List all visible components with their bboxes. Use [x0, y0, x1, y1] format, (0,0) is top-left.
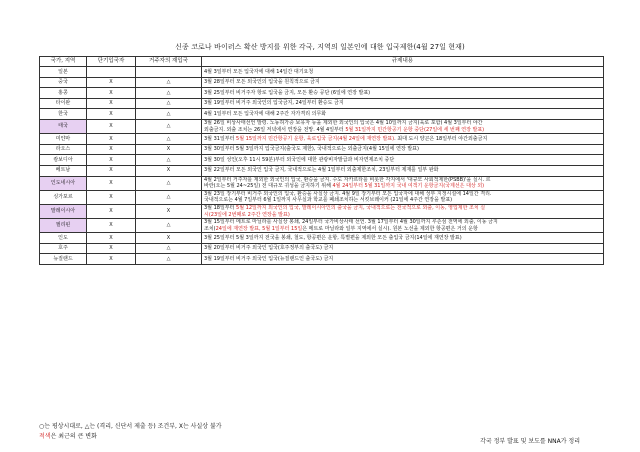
regulation-line	[204, 197, 601, 204]
regulation-line	[204, 167, 601, 174]
regulation-cell	[202, 98, 604, 109]
regulation-cell	[202, 165, 604, 176]
resident-cell: △	[136, 98, 202, 109]
red-word: 적색	[39, 433, 51, 440]
country-cell: 중국	[40, 77, 87, 88]
resident-cell	[136, 67, 202, 78]
regulation-line	[204, 136, 601, 143]
regulation-text: 3월 15일부터 메트로 마닐라를 사실상 봉쇄, 24일부터 국가비상사태 선언. 3월 17일부터 4월 30일까지 루손섬 전역에 외출, 이동 금지	[204, 219, 498, 226]
regulation-text: 3월 30일부터 5월 3일까지 입국금지(출국도 제한), 국내적으로는 외출금지(4월 15일에 연장 발표)	[204, 146, 419, 153]
country-cell: 호주	[40, 243, 87, 254]
regulation-text: 3월 31일부터	[204, 135, 237, 142]
country-cell: 인도네시아	[40, 176, 87, 190]
regulation-line	[204, 205, 601, 212]
table-row	[40, 243, 604, 254]
regulation-line	[204, 245, 601, 252]
regulation-text: 3월 22일부터 모든 외국인 입국 금지, 국내적으로는 4월 1일부터 외출제한조치, 23일부터 제재를 일부 완화	[204, 167, 439, 174]
regulation-cell	[202, 67, 604, 78]
short-term-cell: X	[87, 219, 136, 233]
regulation-text: 3월 25일부터 5월 3일까지 전국을 봉쇄, 철도, 항공편은 운항, 특별편을 제외한 모든 출입국 금지(14일에 재연장 발표)	[204, 234, 462, 241]
resident-cell: △	[136, 134, 202, 145]
table-row	[40, 254, 604, 265]
table-row	[40, 204, 604, 218]
country-cell: 태국	[40, 119, 87, 133]
regulation-line	[204, 127, 601, 134]
regulation-text: 3월 30일 성인(오후 11시 59분)부터 외국인에 대한 관광비자발급과 비자면제조치 중단	[204, 156, 395, 163]
country-cell: 라오스	[40, 144, 87, 155]
regulation-cell	[202, 243, 604, 254]
short-term-cell: X	[87, 77, 136, 88]
regulation-line	[204, 69, 601, 76]
regulation-text: 외출금지. 외출 조치는 26일 저녁에서 연장을 전망. 4월 4일부터	[204, 126, 346, 133]
regulation-text: 조치(24일에 재연장 발표, 5월 1일부터 15일은 메트로 마닐라와 일부 지역에서 실시). 원본 노선을 제외한 항공편은 거의 운항	[204, 225, 478, 232]
regulation-cell	[202, 219, 604, 233]
regulation-line	[204, 79, 601, 86]
country-cell: 홍콩	[40, 88, 87, 99]
resident-cell: △	[136, 88, 202, 99]
short-term-cell: X	[87, 144, 136, 155]
regulation-text: 국내적으로는 4월 7일부터 6월 1일까지 사무실과 학교를 폐쇄조치하는 서킷브레이커 (21일에 4주간 연장을 발표)	[204, 197, 453, 204]
table-row	[40, 176, 604, 190]
regulation-cell	[202, 134, 604, 145]
resident-cell: △	[136, 119, 202, 133]
regulation-text: 바란(오는 5월 24~25일) 전 대규모 귀성을 금지하기 위해	[204, 183, 333, 190]
country-cell: 뉴질랜드	[40, 254, 87, 265]
regulation-text-highlight: 24일에 재연장 발표, 5월 1일부터 15일	[215, 225, 303, 232]
resident-cell: △	[136, 109, 202, 120]
table-row	[40, 119, 604, 133]
table-row	[40, 219, 604, 233]
country-cell: 베트남	[40, 165, 87, 176]
regulation-text: 3월 25일부터 비거주자 항로 입국을 금지, 모든 환승 공단 (6일에 연장 발표)	[204, 89, 371, 96]
table-row	[40, 88, 604, 99]
regulation-cell	[202, 233, 604, 244]
header-short-term: 단기입국자	[87, 57, 136, 67]
short-term-cell: X	[87, 233, 136, 244]
regulation-text-highlight: 5월 15일까지 민간항공기 운항, 육로입국 금지(4월 24일에 재연장 발표)	[236, 135, 395, 142]
regulation-cell	[202, 109, 604, 120]
regulation-text-highlight: 5월 12일까지 외국인의 입국, 말레이시아인의 출국을 금지, 국내적으로는 전국적으로 외출, 이동, 영업제한 조치 실	[236, 204, 486, 211]
regulation-line	[204, 157, 601, 164]
regulation-text: 3월 20일부터 비거주 외국인 입국(호주정부의 출국도) 금지	[204, 245, 334, 252]
regulation-text: 3월 19일부터 비거주 외국인의 입국금지, 24일부터 환승도 금지	[204, 100, 344, 107]
short-term-cell: X	[87, 165, 136, 176]
table-row	[40, 109, 604, 120]
regulation-text: 3월 26일 비상사태선언 발령. 노동허가증 보유자 등을 제외한 외국인의 입국은 4월 10일까지 금지(육로 포함) 4월 3일부터 야간	[204, 119, 483, 126]
red-note-rest: 은 최근의 큰 변화	[50, 433, 97, 440]
regulation-text-rest: . 최대 도시 양곤은 18일부터 야간외출금지	[394, 135, 488, 142]
resident-cell: △	[136, 77, 202, 88]
regulation-text: 4월 3일부터 모든 입국자에 대해 14일간 대기요청	[204, 68, 314, 75]
restriction-table	[39, 56, 604, 265]
short-term-cell: X	[87, 190, 136, 204]
header-resident-reentry: 거주자의 재입국	[136, 57, 202, 67]
table-row	[40, 144, 604, 155]
regulation-cell	[202, 155, 604, 166]
legend-note: ○는 평상시대로, △는 (격리, 신단서 제출 등) 조건부, X는 사실상 불가	[39, 423, 222, 430]
regulation-text: 4월 2일부터 거주자를 제외한 외국인의 입국, 환승을 금지. 수도 자카르타를 비롯한 각지에서 '대규모 사회적제한(PSBB)'을 실시. 르	[204, 176, 491, 183]
resident-cell: △	[136, 155, 202, 166]
short-term-cell: X	[87, 88, 136, 99]
regulation-line	[204, 90, 601, 97]
red-text-note	[39, 431, 97, 440]
resident-cell: △	[136, 190, 202, 204]
short-term-cell: X	[87, 109, 136, 120]
short-term-cell: X	[87, 243, 136, 254]
regulation-line	[204, 146, 601, 153]
resident-cell: X	[136, 165, 202, 176]
short-term-cell: X	[87, 134, 136, 145]
country-cell: 인도	[40, 233, 87, 244]
regulation-line	[204, 235, 601, 242]
short-term-cell: X	[87, 204, 136, 218]
resident-cell: X	[136, 144, 202, 155]
regulation-cell	[202, 144, 604, 155]
regulation-text: 시(23일에 2번째로 2주간 연장을 발표)	[204, 211, 290, 218]
regulation-line	[204, 212, 601, 219]
country-cell: 말레이시아	[40, 204, 87, 218]
table-header-row	[40, 57, 604, 67]
header-regulation: 규제내용	[202, 57, 604, 67]
table-row	[40, 155, 604, 166]
country-cell: 일본	[40, 67, 87, 78]
regulation-cell	[202, 204, 604, 218]
resident-cell: △	[136, 243, 202, 254]
page-title: 신종 코로나 바이러스 확산 방지를 위한 각국, 지역의 일본인에 대한 입국제한(4월 27일 현재)	[175, 43, 465, 51]
resident-cell: △	[136, 176, 202, 190]
resident-cell: X	[136, 204, 202, 218]
table-row	[40, 190, 604, 204]
country-cell: 한국	[40, 109, 87, 120]
regulation-cell	[202, 176, 604, 190]
regulation-cell	[202, 77, 604, 88]
short-term-cell: X	[87, 98, 136, 109]
table-row	[40, 134, 604, 145]
regulation-cell	[202, 88, 604, 99]
regulation-text: 3월 23일 장기부터 비거주 외국인의 입국, 환승을 사실상 금지. 4월 9일 장기부터 모든 입국자에 대해 성부 지정시설에 14일간 격리.	[204, 190, 492, 197]
regulation-cell	[202, 119, 604, 133]
regulation-text: 3월 28일부터 모든 외국인의 입국을 원칙적으로 금지	[204, 79, 320, 86]
regulation-text: 3월 19일부터 비거주 외국인 입국(뉴질랜드인 출국도) 금지	[204, 255, 334, 262]
regulation-text-highlight: 4월 24일부터 5월 31일까지 국내 여객기 운항금지(국제선은 대상 외)	[332, 183, 485, 190]
country-cell: 타이완	[40, 98, 87, 109]
country-cell: 필리핀	[40, 219, 87, 233]
resident-cell: X	[136, 233, 202, 244]
regulation-line	[204, 100, 601, 107]
resident-cell: △	[136, 219, 202, 233]
short-term-cell: X	[87, 176, 136, 190]
regulation-line	[204, 219, 601, 226]
regulation-line	[204, 226, 601, 233]
table-row	[40, 165, 604, 176]
country-cell: 미얀마	[40, 134, 87, 145]
regulation-line	[204, 256, 601, 263]
short-term-cell: X	[87, 254, 136, 265]
country-cell: 캄보디아	[40, 155, 87, 166]
table-body	[40, 67, 604, 265]
regulation-cell	[202, 254, 604, 265]
regulation-line	[204, 120, 601, 127]
regulation-text: 4월 1일부터 모든 입국자에 대해 2주간 자가격리 의무화	[204, 110, 327, 117]
short-term-cell: X	[87, 155, 136, 166]
regulation-text: 3월 18일부터	[204, 204, 237, 211]
resident-cell: △	[136, 254, 202, 265]
table-row	[40, 98, 604, 109]
regulation-line	[204, 183, 601, 190]
country-cell: 싱가포르	[40, 190, 87, 204]
short-term-cell	[87, 67, 136, 78]
short-term-cell: X	[87, 119, 136, 133]
header-country: 국가, 지역	[40, 57, 87, 67]
table-row	[40, 233, 604, 244]
regulation-line	[204, 111, 601, 118]
regulation-cell	[202, 190, 604, 204]
source-note: 각국 정부 발표 및 보도를 NNA가 정리	[480, 438, 580, 445]
table-row	[40, 67, 604, 78]
regulation-text-highlight: 5월 31일까지 민간항공기 운항 중단(27일에 세 번째 연장 발표)	[345, 126, 485, 133]
table-row	[40, 77, 604, 88]
